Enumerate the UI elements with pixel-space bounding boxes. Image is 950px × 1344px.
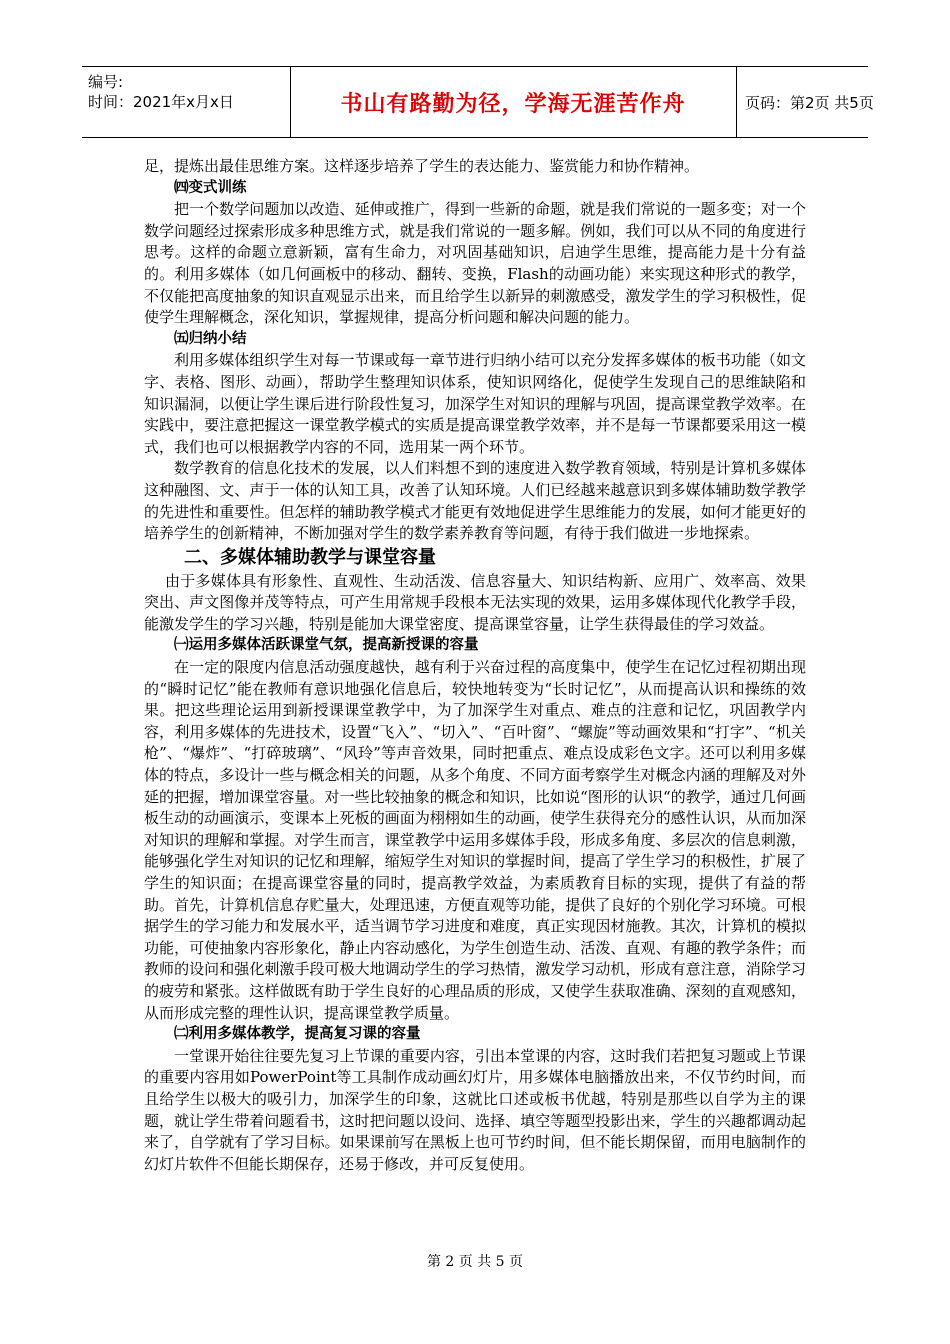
header-motto: 书山有路勤为径，学海无涯苦作舟 xyxy=(290,67,737,137)
page-footer: 第 2 页 共 5 页 xyxy=(426,1254,524,1270)
chapter-heading: 二、多媒体辅助教学与课堂容量 xyxy=(184,546,436,568)
section-heading-variant: ㈣变式训练 xyxy=(174,179,247,196)
number-label: 编号: xyxy=(88,73,124,91)
header-page-info: 页码：第2页 共5页 xyxy=(745,93,874,112)
paragraph: 数学教育的信息化技术的发展，以人们料想不到的速度进入数学教育领域，特别是计算机多媒体这种融图、文、声于一体的认知工具，改善了认知环境。人们已经越来越意识到多媒体辅助数学教学的先进性和重要性。但怎样的辅助教学模式才能更有效地促进学生思维能力的发展，如何才能更好的培养学生的创新精神，不断加强对学生的数学素养教育等问题，有待于我们做进一步地探索。 xyxy=(144,459,806,543)
paragraph: 一堂课开始往往要先复习上节课的重要内容，引出本堂课的内容，这时我们若把复习题或上节课的重要内容用如PowerPoint等工具制作成动画幻灯片，用多媒体电脑播放出来，不仅节约时间，而且给学生以极大的吸引力，加深学生的印象，这就比口述或板书优越，特别是那些以自学为主的课题，就让学生带着问题看书，这时把问题以设问、选择、填空等题型投影出来，学生的兴趣都调动起来了，自学就有了学习目标。如果课前写在黑板上也可节约时间，但不能长期保留，而用电脑制作的幻灯片软件不但能长期保存，还易于修改，并可反复使用。 xyxy=(144,1046,806,1173)
paragraph: 足，提炼出最佳思维方案。这样逐步培养了学生的表达能力、鉴赏能力和协作精神。 xyxy=(144,157,700,175)
section-heading-summary: ㈤归纳小结 xyxy=(174,330,247,347)
document-body xyxy=(144,156,806,1175)
header-meta xyxy=(82,67,291,137)
paragraph: 把一个数学问题加以改造、延伸或推广，得到一些新的命题，就是我们常说的一题多变；对一个数学问题经过探索形成多种思维方式，就是我们常说的一题多解。例如，我们可以从不同的角度进行思考。这样的命题立意新颖，富有生命力，对巩固基础知识，启迪学生思维，提高能力是十分有益的。利用多媒体（如几何画板中的移动、翻转、变换，Flash的动画功能）来实现这种形式的教学，不仅能把高度抽象的知识直观显示出来，而且给学生以新异的刺激感受，激发学生的学习积极性，促使学生理解概念，深化知识，掌握规律，提高分析问题和解决问题的能力。 xyxy=(144,200,806,327)
paragraph: 在一定的限度内信息活动强度越快，越有利于兴奋过程的高度集中，使学生在记忆过程初期出现的“瞬时记忆”能在教师有意识地强化信息后，较快地转变为“长时记忆”，从而提高认识和操练的效果。把这些理论运用到新授课课堂教学中，为了加深学生对重点、难点的注意和记忆，巩固教学内容，利用多媒体的先进技术，设置“飞入”、“切入”、“百叶窗”、“螺旋”等动画效果和“打字”、“机关枪”、“爆炸”、“打碎玻璃”、“风玲”等声音效果，同时把重点、难点设成彩色文字。还可以利用多媒体的特点，多设计一些与概念相关的问题，从多个角度、不同方面考察学生对概念内涵的理解及对外延的把握，增加课堂容量。对一些比较抽象的概念和知识，比如说“图形的认识“的教学，通过几何画板生动的动画演示，变课本上死板的画面为栩栩如生的动画，使学生获得充分的感性认识，从而加深对知识的理解和掌握。对学生而言，课堂教学中运用多媒体手段，形成多角度、多层次的信息刺激，能够强化学生对知识的记忆和理解，缩短学生对知识的掌握时间，提高了学生学习的积极性，扩展了学生的知识面；在提高课堂容量的同时，提高教学效益，为素质教育目标的实现，提供了有益的帮助。首先，计算机信息存贮量大，处理迅速，方便直观等功能，提供了良好的个别化学习环境。可根据学生的学习能力和发展水平，适当调节学习进度和难度，真正实现因材施教。其次，计算机的模拟功能，可使抽象内容形象化，静止内容动感化，为学生创造生动、活泼、直观、有趣的教学条件；而教师的设问和强化刺激手段可极大地调动学生的学习热情，激发学习动机，形成有意注意，消除学习的疲劳和紧张。这样做既有助于学生良好的心理品质的形成，又使学生获取准确、深刻的直观感知，从而形成完整的理性认识，提高课堂教学质量。 xyxy=(144,658,806,1022)
page-header xyxy=(82,66,874,138)
time-label: 时间：2021年x月x日 xyxy=(88,93,234,111)
section-heading-new-lesson: ㈠运用多媒体活跃课堂气氛，提高新授课的容量 xyxy=(174,637,479,654)
paragraph: 利用多媒体组织学生对每一节课或每一章节进行归纳小结可以充分发挥多媒体的板书功能（如文字、表格、图形、动画），帮助学生整理知识体系，使知识网络化，促使学生发现自己的思维缺陷和知识漏洞，以便让学生课后进行阶段性复习，加深学生对知识的理解与巩固，提高课堂教学效率。在实践中，要注意把握这一课堂教学模式的实质是提高课堂教学效率，并不是每一节课都要采用这一模式，我们也可以根据教学内容的不同，选用某一两个环节。 xyxy=(144,351,806,456)
paragraph: 由于多媒体具有形象性、直观性、生动活泼、信息容量大、知识结构新、应用广、效率高、效果突出、声文图像并茂等特点，可产生用常规手段根本无法实现的效果，运用多媒体现代化教学手段，能激发学生的学习兴趣，特别是能加大课堂密度、提高课堂容量，让学生获得最佳的学习效益。 xyxy=(144,571,806,633)
section-heading-review: ㈡利用多媒体教学，提高复习课的容量 xyxy=(174,1026,421,1043)
